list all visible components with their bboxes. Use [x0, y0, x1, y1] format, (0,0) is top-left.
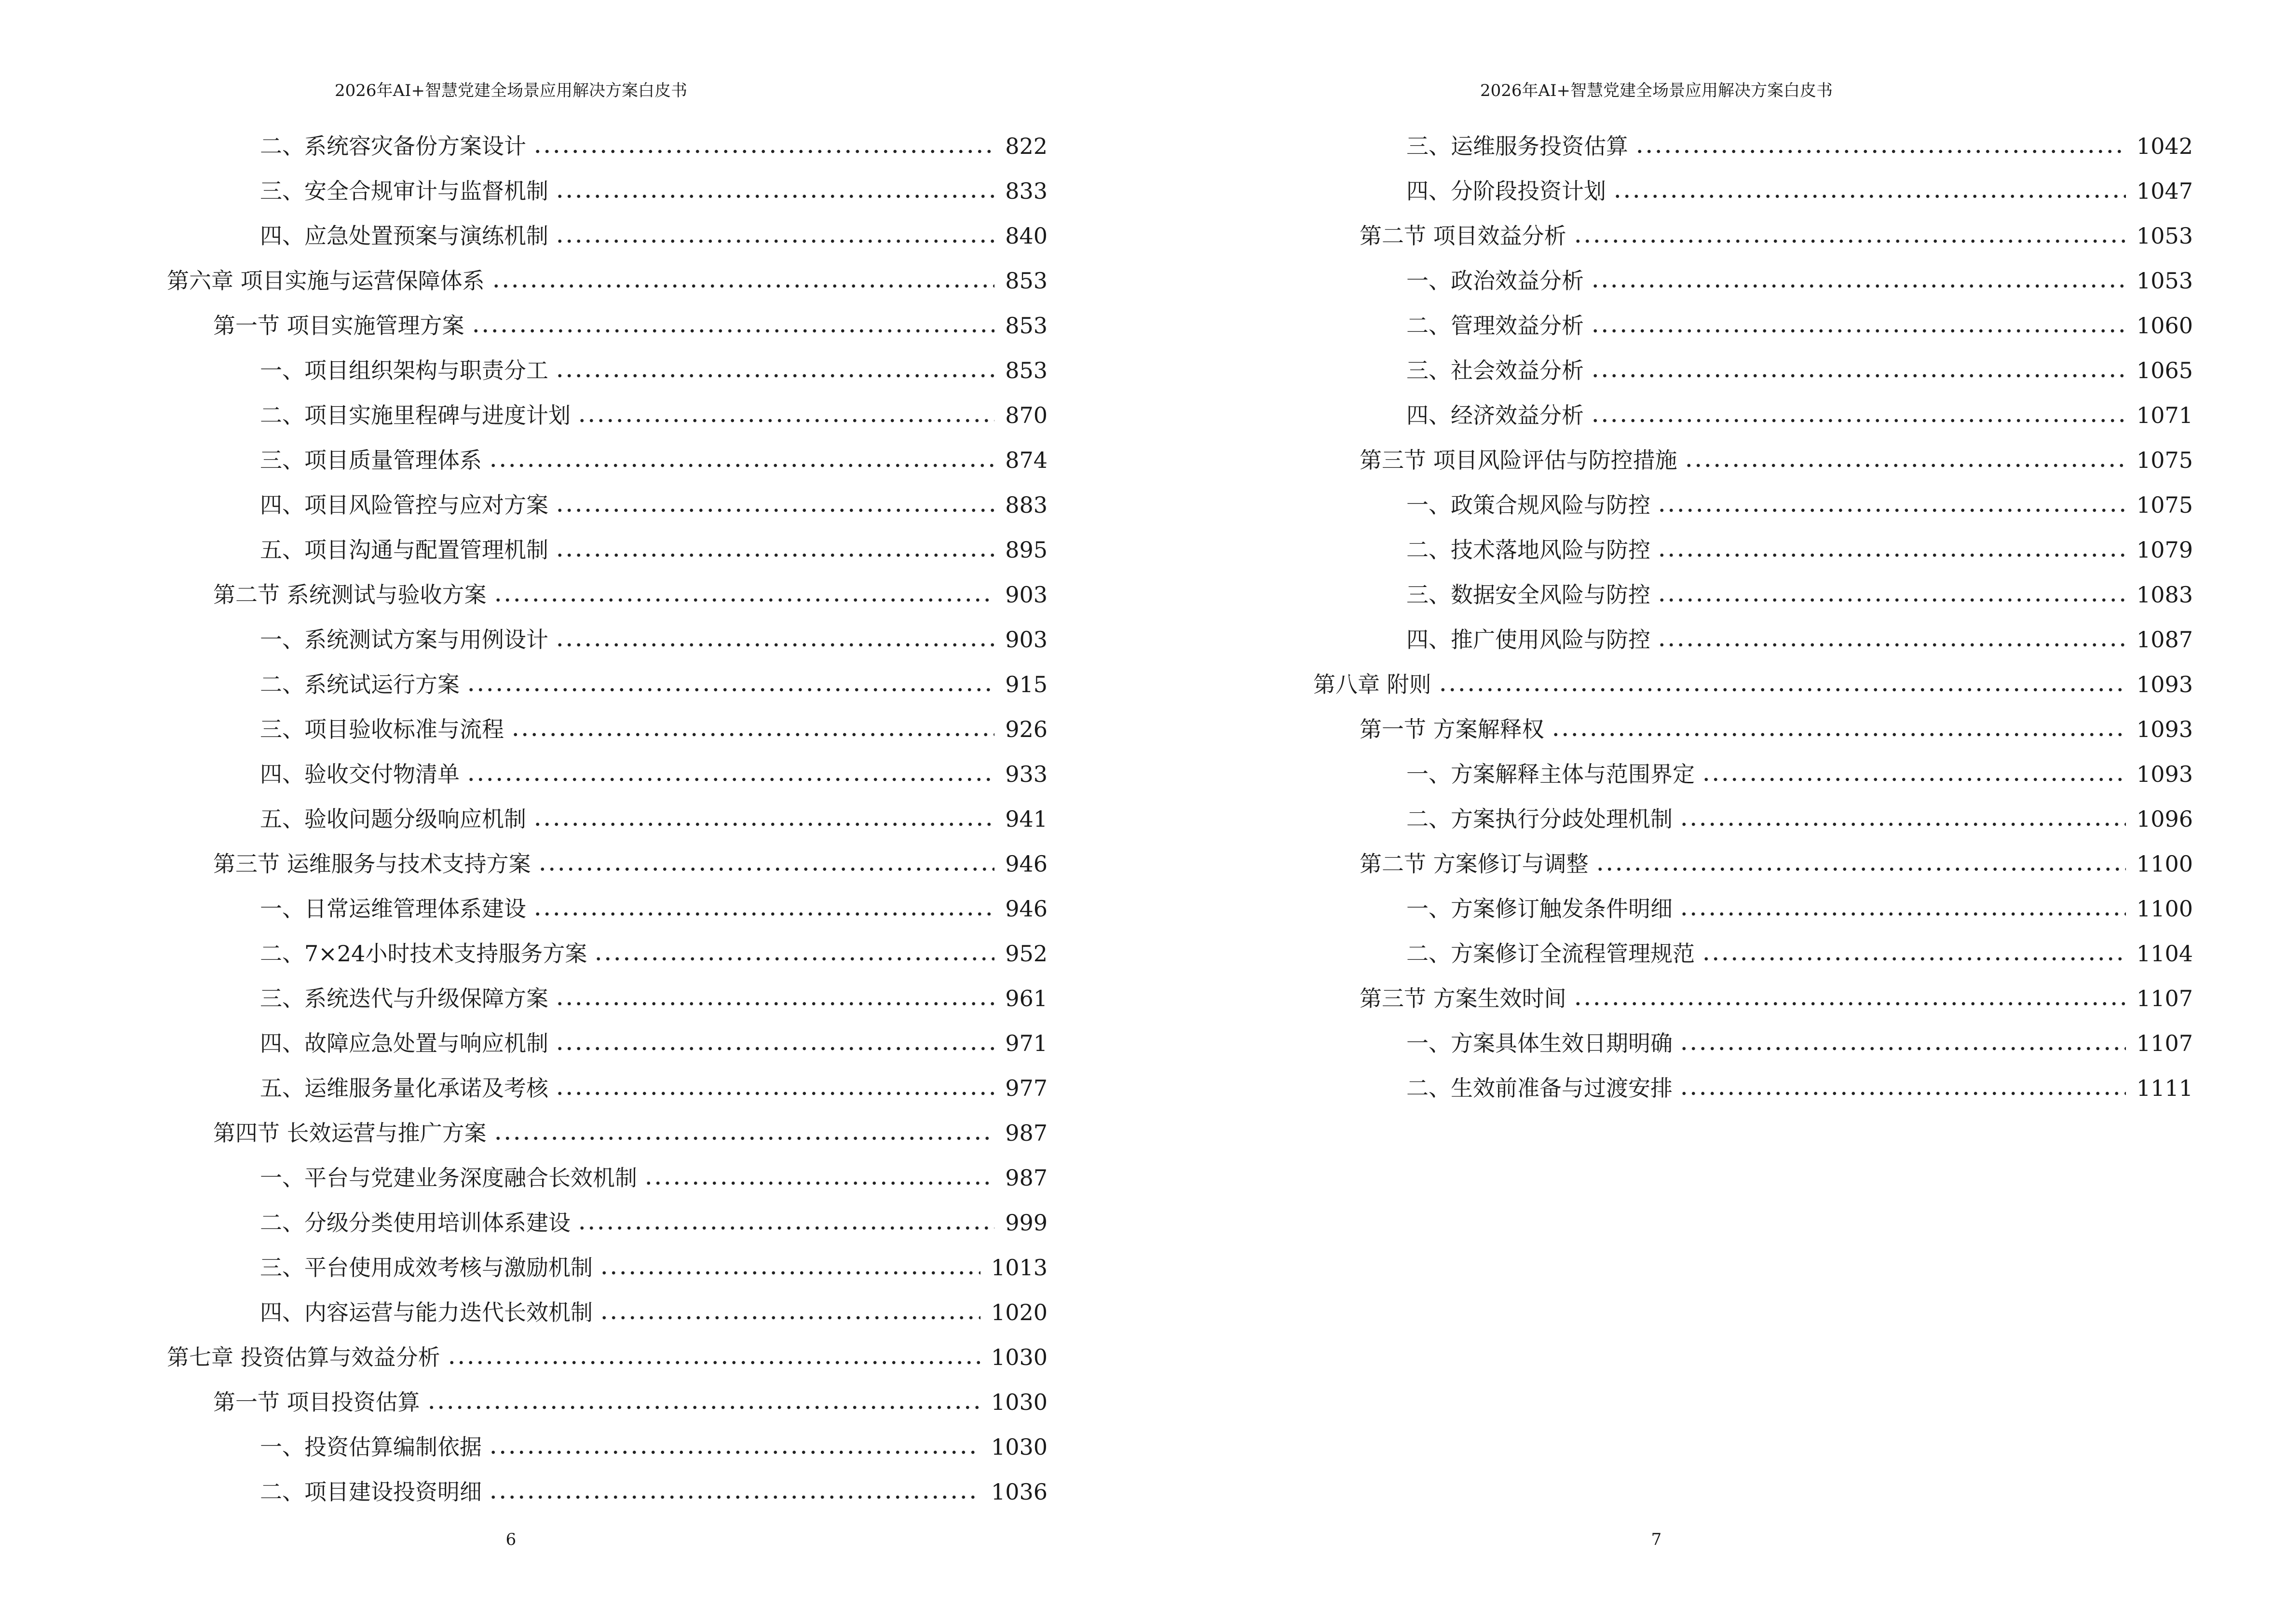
- toc-entry-title: 二、系统容灾备份方案设计: [260, 133, 526, 159]
- toc-entry-page-number: 1065: [2136, 357, 2193, 383]
- dot-leader: [427, 1404, 980, 1411]
- dot-leader: [555, 507, 994, 514]
- toc-section-entry[interactable]: [1313, 968, 2193, 1013]
- toc-entry-page-number: 1047: [2136, 178, 2193, 204]
- toc-entry-title: 四、应急处置预案与演练机制: [260, 223, 548, 249]
- table-of-contents: [167, 116, 1048, 1506]
- toc-chapter-entry[interactable]: [167, 250, 1048, 295]
- dot-leader: [491, 283, 995, 289]
- dot-leader: [555, 641, 994, 648]
- dot-leader: [1573, 1000, 2126, 1007]
- toc-entry-page-number: 840: [1005, 223, 1048, 249]
- dot-leader: [489, 1494, 980, 1501]
- toc-section-entry[interactable]: [1313, 833, 2193, 878]
- dot-leader: [644, 1180, 994, 1187]
- toc-subsection-entry[interactable]: [167, 1147, 1048, 1192]
- dot-leader: [555, 193, 994, 200]
- toc-entry-page-number: 915: [1005, 671, 1048, 697]
- dot-leader: [511, 731, 994, 738]
- toc-entry-page-number: 933: [1005, 761, 1048, 787]
- toc-entry-page-number: 1104: [2136, 941, 2193, 967]
- toc-subsection-entry[interactable]: [167, 1192, 1048, 1237]
- toc-entry-title: 五、运维服务量化承诺及考核: [260, 1075, 548, 1101]
- toc-entry-title: 二、7×24小时技术支持服务方案: [260, 941, 587, 967]
- running-header: 2026年AI+智慧党建全场景应用解决方案白皮书: [335, 81, 687, 100]
- toc-section-entry[interactable]: [1313, 430, 2193, 475]
- toc-entry-page-number: 883: [1005, 492, 1048, 518]
- dot-leader: [471, 328, 995, 334]
- dot-leader: [1595, 866, 2126, 873]
- toc-section-entry[interactable]: [167, 564, 1048, 609]
- dot-leader: [1591, 283, 2126, 289]
- dot-leader: [538, 866, 995, 873]
- toc-subsection-entry[interactable]: [1313, 609, 2193, 654]
- dot-leader: [1591, 372, 2126, 379]
- toc-entry-page-number: 1083: [2136, 582, 2193, 608]
- toc-entry-page-number: 1053: [2136, 268, 2193, 294]
- toc-entry-title: 一、政治效益分析: [1406, 268, 1584, 294]
- toc-entry-page-number: 946: [1005, 896, 1048, 922]
- toc-entry-title: 四、验收交付物清单: [260, 761, 460, 787]
- dot-leader: [1657, 641, 2126, 648]
- toc-entry-page-number: 895: [1005, 537, 1048, 563]
- document-page-right: [1144, 0, 2287, 1624]
- toc-subsection-entry[interactable]: [167, 385, 1048, 430]
- dot-leader: [1573, 238, 2126, 245]
- toc-entry-title: 三、安全合规审计与监督机制: [260, 178, 548, 204]
- toc-entry-page-number: 1075: [2136, 492, 2193, 518]
- toc-subsection-entry[interactable]: [167, 1461, 1048, 1506]
- toc-subsection-entry[interactable]: [1313, 116, 2193, 161]
- toc-entry-title: 第二节 方案修订与调整: [1360, 851, 1589, 877]
- toc-subsection-entry[interactable]: [1313, 923, 2193, 968]
- toc-entry-page-number: 977: [1005, 1075, 1048, 1101]
- dot-leader: [555, 1000, 994, 1007]
- toc-entry-title: 三、运维服务投资估算: [1406, 133, 1628, 159]
- toc-entry-page-number: 987: [1005, 1165, 1048, 1191]
- toc-section-entry[interactable]: [167, 1372, 1048, 1417]
- toc-entry-page-number: 961: [1005, 985, 1048, 1011]
- toc-subsection-entry[interactable]: [167, 340, 1048, 385]
- toc-section-entry[interactable]: [167, 295, 1048, 340]
- toc-entry-title: 四、项目风险管控与应对方案: [260, 492, 548, 518]
- toc-entry-page-number: 874: [1005, 447, 1048, 473]
- toc-subsection-entry[interactable]: [167, 1013, 1048, 1058]
- toc-entry-title: 三、系统迭代与升级保障方案: [260, 985, 548, 1011]
- toc-entry-page-number: 941: [1005, 806, 1048, 832]
- dot-leader: [1438, 686, 2126, 693]
- toc-entry-title: 三、项目验收标准与流程: [260, 716, 504, 742]
- dot-leader: [594, 955, 994, 962]
- toc-subsection-entry[interactable]: [167, 205, 1048, 250]
- toc-subsection-entry[interactable]: [167, 744, 1048, 789]
- dot-leader: [489, 1449, 980, 1456]
- toc-entry-title: 四、内容运营与能力迭代长效机制: [260, 1299, 593, 1325]
- dot-leader: [1702, 955, 2126, 962]
- toc-subsection-entry[interactable]: [1313, 295, 2193, 340]
- toc-subsection-entry[interactable]: [167, 968, 1048, 1013]
- toc-entry-title: 一、方案具体生效日期明确: [1406, 1030, 1673, 1056]
- toc-entry-page-number: 853: [1005, 313, 1048, 339]
- toc-entry-title: 二、项目建设投资明细: [260, 1479, 482, 1505]
- toc-entry-page-number: 1036: [991, 1479, 1048, 1505]
- toc-subsection-entry[interactable]: [167, 475, 1048, 519]
- toc-subsection-entry[interactable]: [1313, 1058, 2193, 1103]
- toc-entry-page-number: 999: [1005, 1210, 1048, 1236]
- dot-leader: [493, 597, 995, 603]
- toc-entry-title: 第二节 系统测试与验收方案: [213, 582, 487, 608]
- toc-subsection-entry[interactable]: [167, 923, 1048, 968]
- toc-entry-title: 第三节 方案生效时间: [1360, 985, 1566, 1011]
- toc-subsection-entry[interactable]: [1313, 340, 2193, 385]
- toc-entry-page-number: 1087: [2136, 627, 2193, 653]
- toc-entry-title: 二、生效前准备与过渡安排: [1406, 1075, 1673, 1101]
- toc-entry-title: 第八章 附则: [1313, 671, 1431, 697]
- toc-entry-title: 一、政策合规风险与防控: [1406, 492, 1650, 518]
- dot-leader: [1591, 328, 2126, 334]
- toc-subsection-entry[interactable]: [167, 1237, 1048, 1282]
- table-of-contents: [1313, 116, 2193, 1103]
- toc-entry-title: 四、分阶段投资计划: [1406, 178, 1606, 204]
- toc-entry-title: 二、方案执行分歧处理机制: [1406, 806, 1673, 832]
- toc-subsection-entry[interactable]: [167, 654, 1048, 699]
- toc-entry-title: 第一节 项目实施管理方案: [213, 313, 464, 339]
- toc-section-entry[interactable]: [1313, 699, 2193, 744]
- dot-leader: [1657, 597, 2126, 603]
- toc-entry-title: 二、技术落地风险与防控: [1406, 537, 1650, 563]
- toc-entry-title: 五、验收问题分级响应机制: [260, 806, 526, 832]
- toc-entry-title: 一、方案解释主体与范围界定: [1406, 761, 1695, 787]
- toc-entry-page-number: 1111: [2136, 1075, 2193, 1101]
- toc-entry-title: 第三节 项目风险评估与防控措施: [1360, 447, 1677, 473]
- dot-leader: [555, 1045, 994, 1052]
- toc-subsection-entry[interactable]: [167, 878, 1048, 923]
- dot-leader: [599, 1269, 980, 1276]
- toc-entry-title: 三、数据安全风险与防控: [1406, 582, 1650, 608]
- dot-leader: [489, 462, 994, 469]
- toc-entry-page-number: 1013: [991, 1255, 1048, 1281]
- dot-leader: [555, 1090, 994, 1097]
- toc-subsection-entry[interactable]: [167, 1058, 1048, 1103]
- dot-leader: [466, 686, 994, 693]
- toc-entry-page-number: 1020: [991, 1299, 1048, 1325]
- toc-entry-page-number: 833: [1005, 178, 1048, 204]
- toc-entry-title: 一、平台与党建业务深度融合长效机制: [260, 1165, 637, 1191]
- toc-entry-page-number: 952: [1005, 941, 1048, 967]
- dot-leader: [1679, 911, 2126, 917]
- toc-entry-title: 一、日常运维管理体系建设: [260, 896, 526, 922]
- toc-subsection-entry[interactable]: [167, 609, 1048, 654]
- toc-entry-title: 四、推广使用风险与防控: [1406, 627, 1650, 653]
- dot-leader: [493, 1135, 995, 1142]
- toc-entry-page-number: 926: [1005, 716, 1048, 742]
- toc-entry-page-number: 1042: [2136, 133, 2193, 159]
- toc-subsection-entry[interactable]: [1313, 385, 2193, 430]
- toc-section-entry[interactable]: [1313, 205, 2193, 250]
- dot-leader: [1657, 507, 2126, 514]
- toc-subsection-entry[interactable]: [1313, 161, 2193, 205]
- dot-leader: [1657, 552, 2126, 559]
- toc-subsection-entry[interactable]: [1313, 564, 2193, 609]
- toc-entry-title: 二、分级分类使用培训体系建设: [260, 1210, 571, 1236]
- toc-entry-title: 二、项目实施里程碑与进度计划: [260, 402, 571, 428]
- toc-entry-page-number: 1096: [2136, 806, 2193, 832]
- toc-subsection-entry[interactable]: [167, 519, 1048, 564]
- toc-entry-title: 一、投资估算编制依据: [260, 1434, 482, 1460]
- toc-entry-title: 第一节 项目投资估算: [213, 1389, 420, 1415]
- toc-subsection-entry[interactable]: [167, 430, 1048, 475]
- toc-subsection-entry[interactable]: [167, 1417, 1048, 1461]
- toc-entry-title: 二、管理效益分析: [1406, 313, 1584, 339]
- toc-entry-page-number: 946: [1005, 851, 1048, 877]
- toc-subsection-entry[interactable]: [167, 789, 1048, 833]
- dot-leader: [1551, 731, 2126, 738]
- toc-subsection-entry[interactable]: [1313, 475, 2193, 519]
- dot-leader: [577, 1225, 994, 1231]
- dot-leader: [1613, 193, 2126, 200]
- toc-entry-title: 第二节 项目效益分析: [1360, 223, 1566, 249]
- toc-entry-page-number: 822: [1005, 133, 1048, 159]
- toc-subsection-entry[interactable]: [1313, 250, 2193, 295]
- toc-entry-title: 三、社会效益分析: [1406, 357, 1584, 383]
- dot-leader: [1591, 417, 2126, 424]
- toc-subsection-entry[interactable]: [167, 116, 1048, 161]
- toc-chapter-entry[interactable]: [167, 1327, 1048, 1372]
- dot-leader: [1702, 776, 2126, 783]
- page-number: 7: [1651, 1530, 1662, 1549]
- dot-leader: [466, 776, 994, 783]
- dot-leader: [577, 417, 994, 424]
- toc-entry-page-number: 987: [1005, 1120, 1048, 1146]
- toc-entry-page-number: 853: [1005, 357, 1048, 383]
- toc-section-entry[interactable]: [167, 833, 1048, 878]
- dot-leader: [1635, 148, 2126, 155]
- toc-entry-title: 一、项目组织架构与职责分工: [260, 357, 548, 383]
- toc-entry-title: 第四节 长效运营与推广方案: [213, 1120, 487, 1146]
- dot-leader: [447, 1359, 980, 1366]
- toc-entry-page-number: 1093: [2136, 716, 2193, 742]
- toc-subsection-entry[interactable]: [1313, 519, 2193, 564]
- running-header: 2026年AI+智慧党建全场景应用解决方案白皮书: [1480, 81, 1833, 100]
- toc-entry-title: 第一节 方案解释权: [1360, 716, 1544, 742]
- toc-entry-page-number: 971: [1005, 1030, 1048, 1056]
- toc-subsection-entry[interactable]: [1313, 744, 2193, 789]
- toc-entry-title: 三、平台使用成效考核与激励机制: [260, 1255, 593, 1281]
- dot-leader: [555, 552, 994, 559]
- dot-leader: [1679, 821, 2126, 828]
- dot-leader: [533, 821, 994, 828]
- dot-leader: [1679, 1045, 2126, 1052]
- toc-entry-page-number: 1075: [2136, 447, 2193, 473]
- dot-leader: [1679, 1090, 2126, 1097]
- toc-entry-page-number: 1100: [2136, 851, 2193, 877]
- toc-entry-title: 三、项目质量管理体系: [260, 447, 482, 473]
- toc-entry-page-number: 1060: [2136, 313, 2193, 339]
- toc-entry-title: 一、方案修订触发条件明细: [1406, 896, 1673, 922]
- toc-entry-title: 五、项目沟通与配置管理机制: [260, 537, 548, 563]
- toc-entry-page-number: 1093: [2136, 671, 2193, 697]
- toc-entry-page-number: 1093: [2136, 761, 2193, 787]
- dot-leader: [533, 148, 994, 155]
- toc-entry-page-number: 1030: [991, 1344, 1048, 1370]
- toc-entry-page-number: 1107: [2136, 985, 2193, 1011]
- toc-entry-page-number: 1030: [991, 1434, 1048, 1460]
- dot-leader: [533, 911, 994, 917]
- toc-entry-page-number: 1030: [991, 1389, 1048, 1415]
- dot-leader: [1684, 462, 2126, 469]
- dot-leader: [599, 1314, 980, 1321]
- toc-entry-page-number: 853: [1005, 268, 1048, 294]
- toc-entry-page-number: 870: [1005, 402, 1048, 428]
- toc-entry-title: 第三节 运维服务与技术支持方案: [213, 851, 531, 877]
- toc-entry-page-number: 1053: [2136, 223, 2193, 249]
- toc-entry-title: 四、经济效益分析: [1406, 402, 1584, 428]
- toc-entry-page-number: 903: [1005, 627, 1048, 653]
- toc-entry-page-number: 1107: [2136, 1030, 2193, 1056]
- toc-subsection-entry[interactable]: [1313, 789, 2193, 833]
- page-number: 6: [505, 1530, 517, 1549]
- toc-entry-title: 第六章 项目实施与运营保障体系: [167, 268, 485, 294]
- dot-leader: [555, 372, 994, 379]
- toc-entry-page-number: 1079: [2136, 537, 2193, 563]
- toc-entry-title: 二、系统试运行方案: [260, 671, 460, 697]
- toc-entry-title: 四、故障应急处置与响应机制: [260, 1030, 548, 1056]
- toc-entry-title: 第七章 投资估算与效益分析: [167, 1344, 440, 1370]
- toc-subsection-entry[interactable]: [167, 699, 1048, 744]
- toc-entry-page-number: 1071: [2136, 402, 2193, 428]
- toc-section-entry[interactable]: [167, 1103, 1048, 1147]
- toc-subsection-entry[interactable]: [1313, 1013, 2193, 1058]
- toc-subsection-entry[interactable]: [167, 161, 1048, 205]
- toc-subsection-entry[interactable]: [1313, 878, 2193, 923]
- toc-entry-page-number: 1100: [2136, 896, 2193, 922]
- toc-entry-title: 二、方案修订全流程管理规范: [1406, 941, 1695, 967]
- toc-subsection-entry[interactable]: [167, 1282, 1048, 1327]
- dot-leader: [555, 238, 994, 245]
- toc-entry-title: 一、系统测试方案与用例设计: [260, 627, 548, 653]
- toc-entry-page-number: 903: [1005, 582, 1048, 608]
- toc-chapter-entry[interactable]: [1313, 654, 2193, 699]
